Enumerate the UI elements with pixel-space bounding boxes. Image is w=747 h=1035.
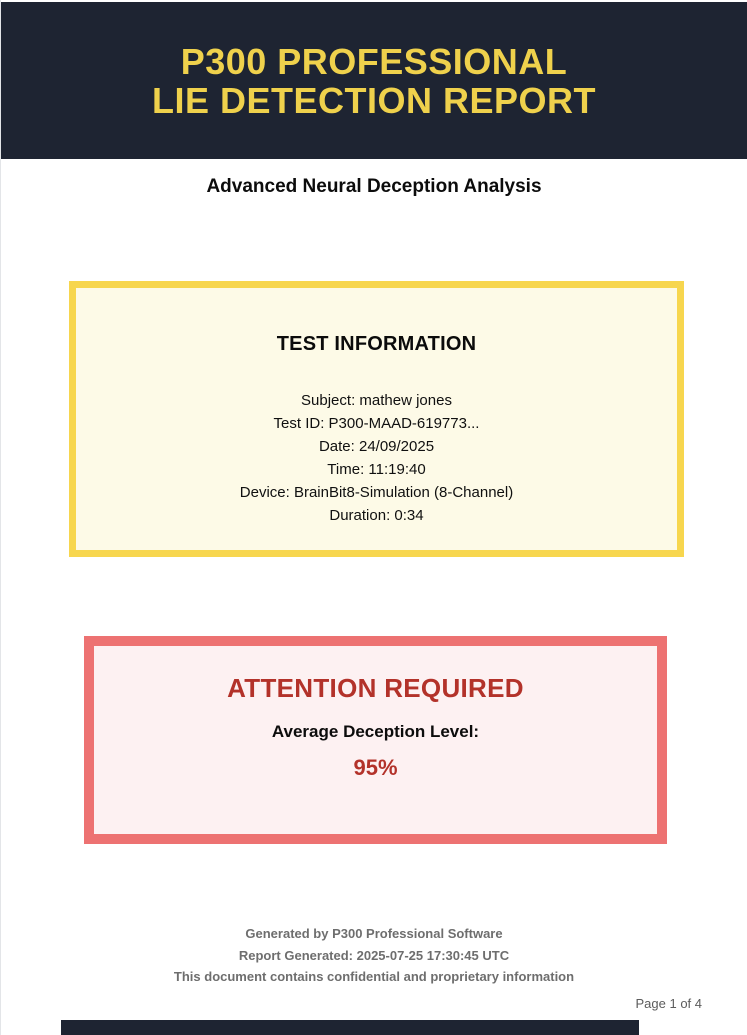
deception-level-value: 95% (353, 755, 398, 780)
field-test-id: Test ID: P300-MAAD-619773... (273, 415, 480, 432)
attention-required-title: ATTENTION REQUIRED (227, 673, 524, 703)
field-date: Date: 24/09/2025 (318, 438, 435, 455)
field-duration: Duration: 0:34 (329, 507, 424, 524)
deception-level-label: Average Deception Level: (271, 722, 480, 741)
field-device: Device: BrainBit8-Simulation (8-Channel) (239, 484, 514, 501)
test-information-fields (76, 389, 677, 527)
footer-generated-time: Report Generated: 2025-07-25 17:30:45 UTC (238, 947, 510, 963)
report-footer (1, 923, 747, 988)
report-title-line1: P300 PROFESSIONAL (180, 40, 568, 82)
report-subtitle: Advanced Neural Deception Analysis (206, 176, 542, 197)
test-information-title: TEST INFORMATION (276, 333, 477, 355)
field-time: Time: 11:19:40 (327, 461, 426, 478)
test-information-box (69, 281, 684, 557)
attention-required-box (84, 636, 667, 844)
field-subject: Subject: mathew jones (301, 392, 452, 409)
footer-generated-by: Generated by P300 Professional Software (245, 926, 503, 941)
footer-confidential: This document contains confidential and proprietary information (173, 969, 575, 984)
report-title-line2: LIE DETECTION REPORT (151, 79, 597, 121)
next-page-header-strip (61, 1020, 639, 1035)
page-number: Page 1 of 4 (635, 996, 702, 1011)
report-header-banner (1, 2, 747, 159)
